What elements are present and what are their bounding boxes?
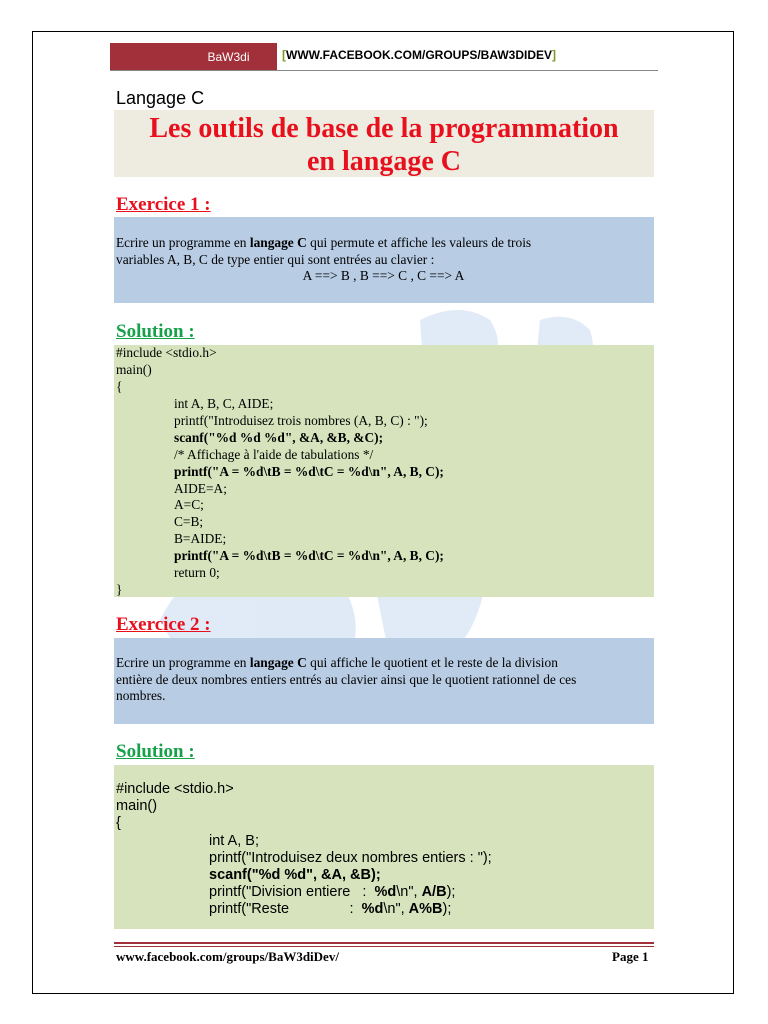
title-line-1: Les outils de base de la programmation [149,113,619,144]
solution-1-code [116,345,444,599]
ex2-text-bold: langage C [249,655,307,670]
code-part: %d [374,884,397,901]
course-label: Langage C [116,88,205,108]
ex2-text-before: Ecrire un programme en [116,655,250,670]
code-part: %d [361,901,384,918]
code-line: #include <stdio.h> [116,345,217,360]
code-line: scanf("%d %d", &A, &B); [209,866,381,883]
code-part: printf("Reste : [209,901,362,918]
code-line: main() [116,361,152,377]
code-part: A/B [421,884,447,901]
exercise-1-heading: Exercice 1 : [116,194,211,215]
ex1-text-before: Ecrire un programme en [116,235,250,250]
header-link-open: [ [282,48,286,62]
ex2-text-after: qui affiche le quotient et le reste de la division [306,655,558,670]
solution-2-code [116,781,492,919]
solution-2-heading: Solution : [116,741,195,762]
exercise-2-text [116,655,651,705]
code-line: AIDE=A; [174,480,227,496]
header-bar [110,43,658,70]
header-divider [110,70,658,71]
code-line: printf("A = %d\tB = %d\tC = %d\n", A, B, C); [174,548,444,564]
ex1-line-2: variables A, B, C de type entier qui sont entrées au clavier : [116,251,435,267]
code-line: #include <stdio.h> [116,781,234,797]
page-number: Page 1 [612,949,649,964]
ex1-line-3: A ==> B , B ==> C , C ==> A [302,268,465,283]
ex1-text-after: qui permute et affiche les valeurs de trois [306,235,532,250]
code-part: ); [446,884,456,901]
code-part: A%B [408,901,443,918]
code-line: printf("Introduisez deux nombres entiers : "); [209,849,492,866]
code-part: \n", [383,901,409,918]
code-line [116,884,492,901]
header-link[interactable] [282,48,556,62]
ex2-line-2: entière de deux nombres entiers entrés au clavier ainsi que le quotient rationnel de ces [116,671,577,687]
code-line: A=C; [174,497,204,513]
code-line: } [116,582,123,598]
code-line: /* Affichage à l'aide de tabulations */ [174,446,374,462]
ex1-text-bold: langage C [249,235,307,250]
code-line: int A, B; [209,832,259,849]
footer-link[interactable]: www.facebook.com/groups/BaW3diDev/ [116,949,339,964]
code-line: return 0; [174,565,220,581]
title-line-2: en langage C [307,146,461,177]
exercise-2-heading: Exercice 2 : [116,614,211,635]
footer-divider-thin [114,946,654,947]
exercise-1-text [116,235,651,285]
page-title [114,112,654,178]
header-link-text[interactable]: WWW.FACEBOOK.COM/GROUPS/BAW3DIDEV [286,48,553,62]
code-part: \n", [396,884,422,901]
code-line: B=AIDE; [174,531,227,547]
code-line: scanf("%d %d %d", &A, &B, &C); [174,429,384,445]
code-line: C=B; [174,514,204,530]
code-line: printf("Introduisez trois nombres (A, B, C) : "); [174,412,428,428]
code-line [116,901,492,918]
code-line: { [116,378,123,394]
code-line: printf("A = %d\tB = %d\tC = %d\n", A, B, C); [174,463,444,479]
code-line: { [116,815,121,832]
solution-1-heading: Solution : [116,321,195,342]
header-brand: BaW3di [110,43,277,70]
header-link-close: ] [552,48,557,62]
code-line: int A, B, C, AIDE; [174,395,274,411]
ex2-line-3: nombres. [116,688,166,703]
footer-divider [114,942,654,944]
code-line: main() [116,798,158,815]
code-part: printf("Division entiere : [209,884,375,901]
code-part: ); [442,901,452,918]
